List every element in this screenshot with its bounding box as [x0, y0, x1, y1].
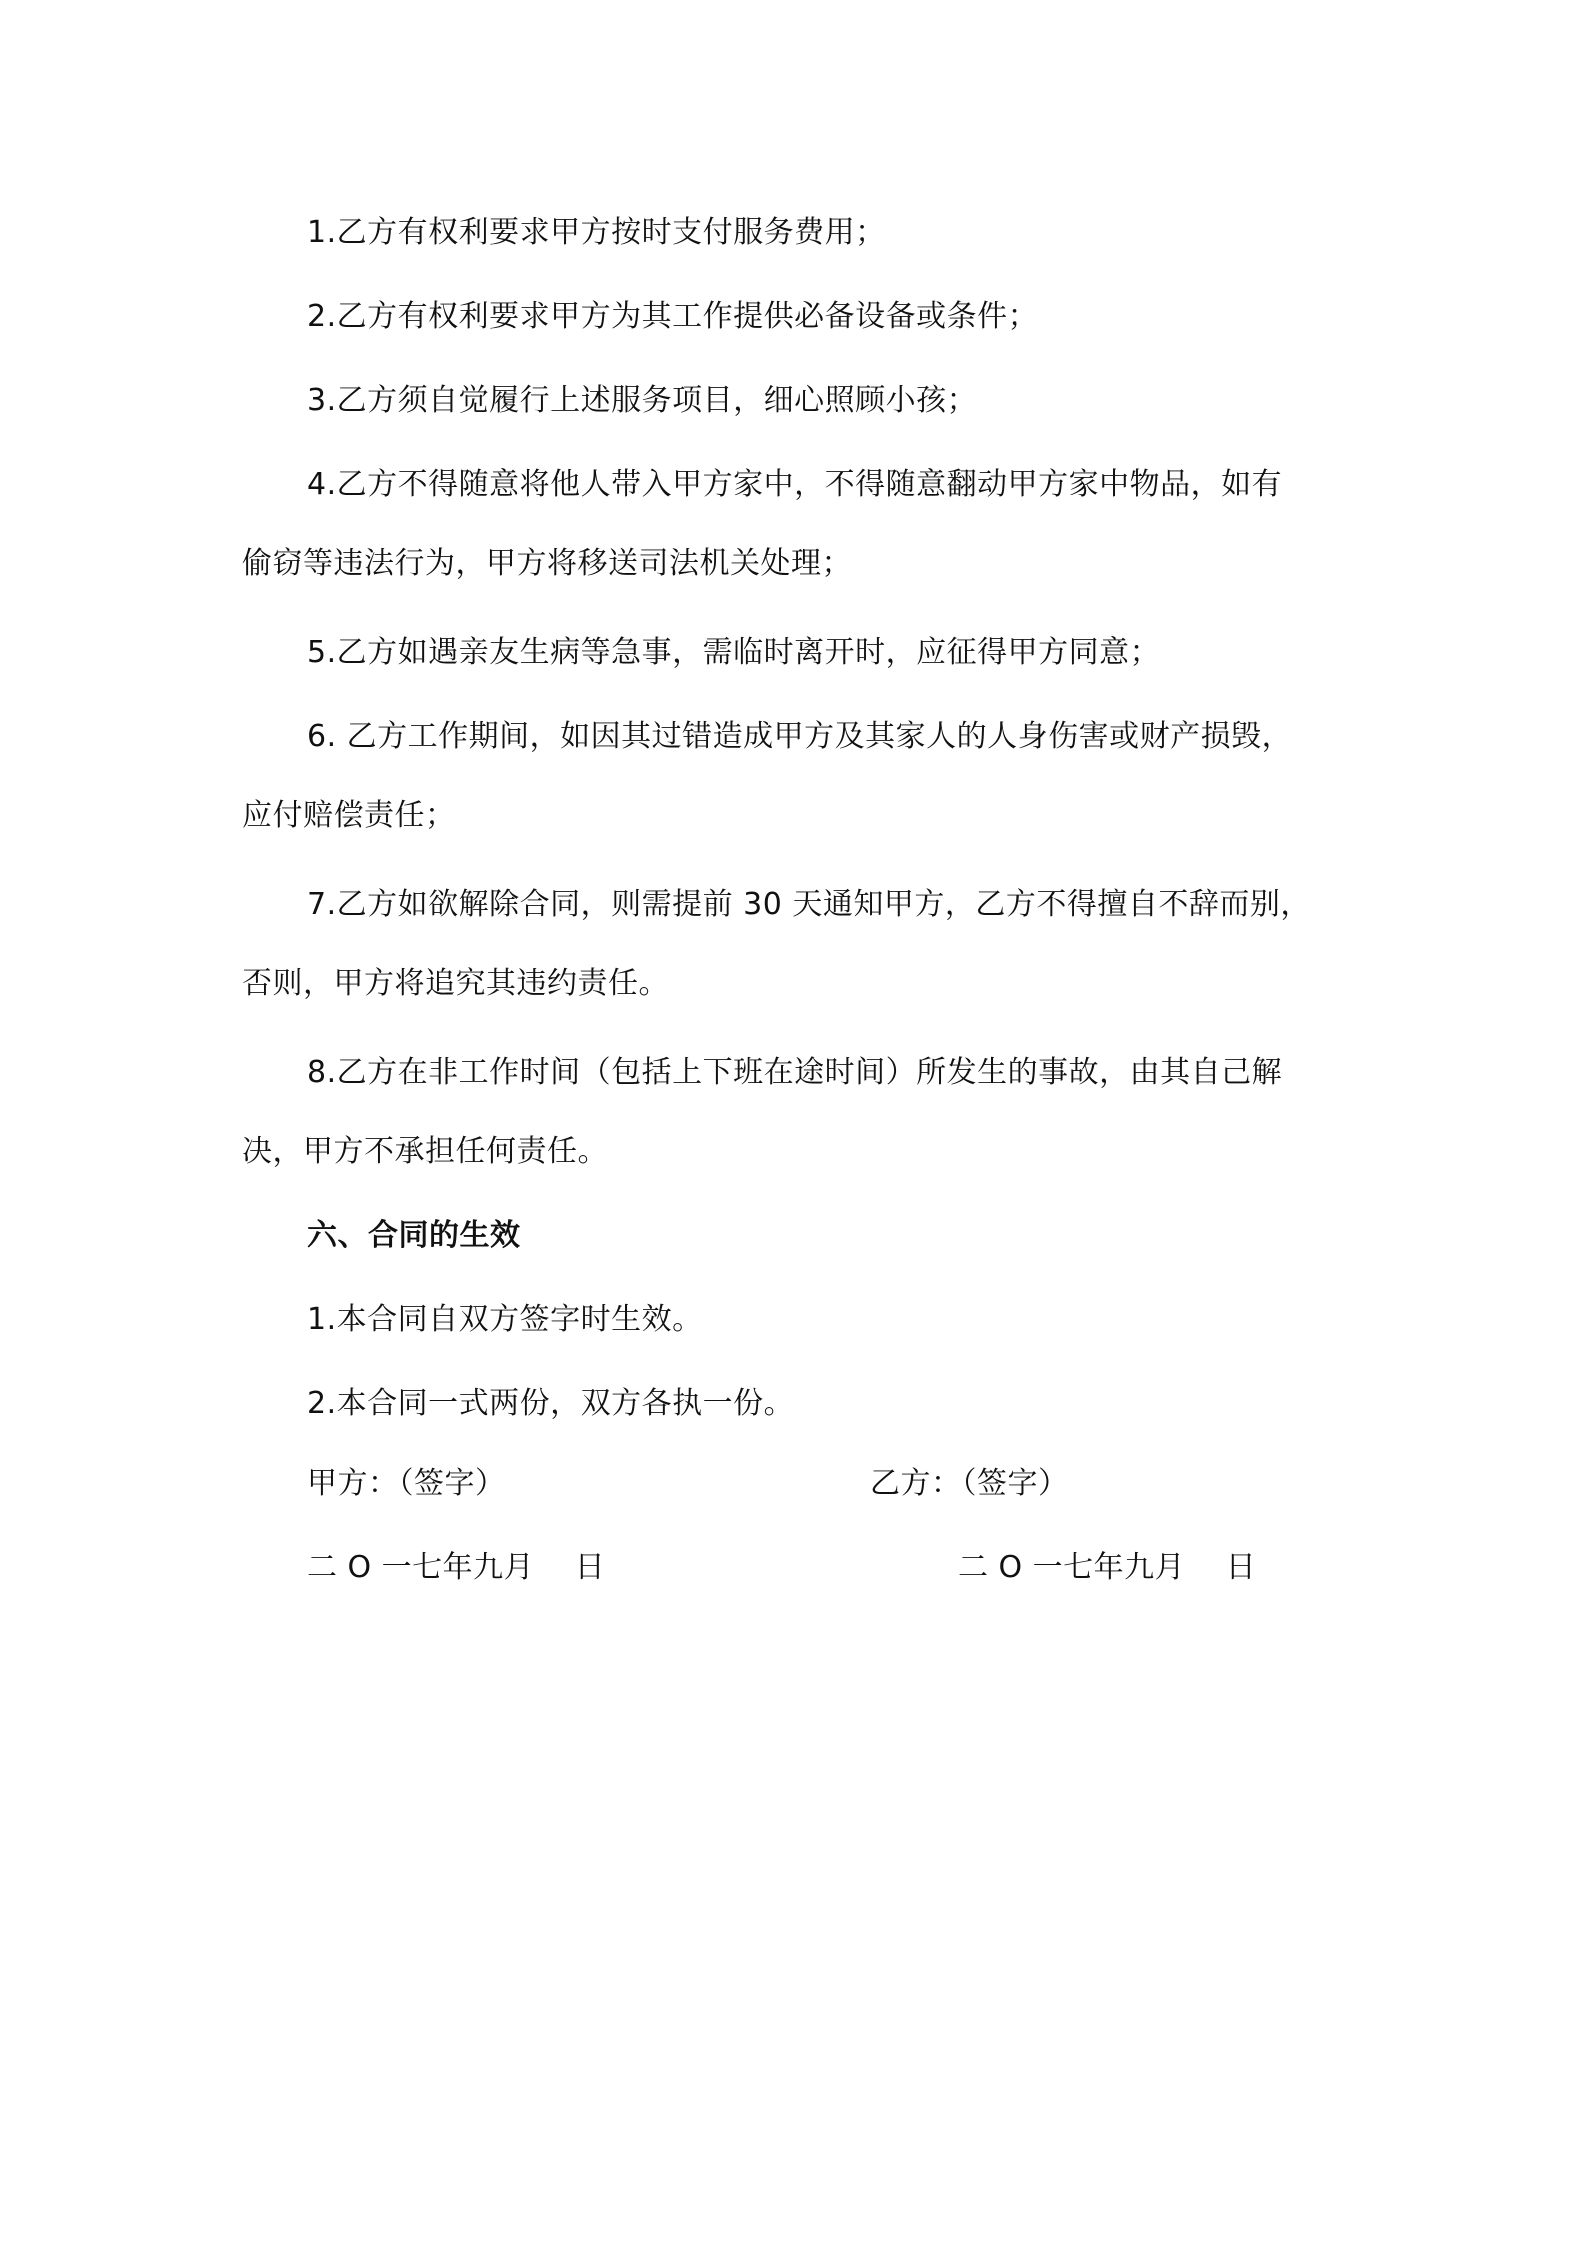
clause-7-line-1: 7.乙方如欲解除合同，则需提前 30 天通知甲方，乙方不得擅自不辞而别， — [307, 887, 1311, 922]
party-b-signature: 乙方：（签字） — [870, 1466, 1069, 1501]
party-a-date: 二 O 一七年九月 日 — [307, 1550, 606, 1585]
effect-item-1: 1.本合同自双方签字时生效。 — [307, 1302, 703, 1337]
clause-8-line-2: 决，甲方不承担任何责任。 — [242, 1134, 608, 1169]
clause-2: 2.乙方有权利要求甲方为其工作提供必备设备或条件； — [307, 299, 1039, 334]
section-heading: 六、合同的生效 — [307, 1218, 521, 1253]
clause-8-line-1: 8.乙方在非工作时间（包括上下班在途时间）所发生的事故，由其自己解 — [307, 1055, 1283, 1090]
clause-4-line-2: 偷窃等违法行为，甲方将移送司法机关处理； — [242, 546, 852, 581]
party-b-date: 二 O 一七年九月 日 — [958, 1550, 1257, 1585]
clause-7-line-2: 否则，甲方将追究其违约责任。 — [242, 966, 669, 1001]
clause-3: 3.乙方须自觉履行上述服务项目，细心照顾小孩； — [307, 383, 978, 418]
party-a-signature: 甲方：（签字） — [307, 1466, 506, 1501]
clause-5: 5.乙方如遇亲友生病等急事，需临时离开时，应征得甲方同意； — [307, 635, 1161, 670]
clause-6-line-2: 应付赔偿责任； — [242, 798, 456, 833]
clause-4-line-1: 4.乙方不得随意将他人带入甲方家中，不得随意翻动甲方家中物品，如有 — [307, 467, 1283, 502]
clause-1: 1.乙方有权利要求甲方按时支付服务费用； — [307, 215, 886, 250]
effect-item-2: 2.本合同一式两份，双方各执一份。 — [307, 1386, 795, 1421]
clause-6-line-1: 6. 乙方工作期间，如因其过错造成甲方及其家人的人身伤害或财产损毁， — [307, 719, 1293, 754]
